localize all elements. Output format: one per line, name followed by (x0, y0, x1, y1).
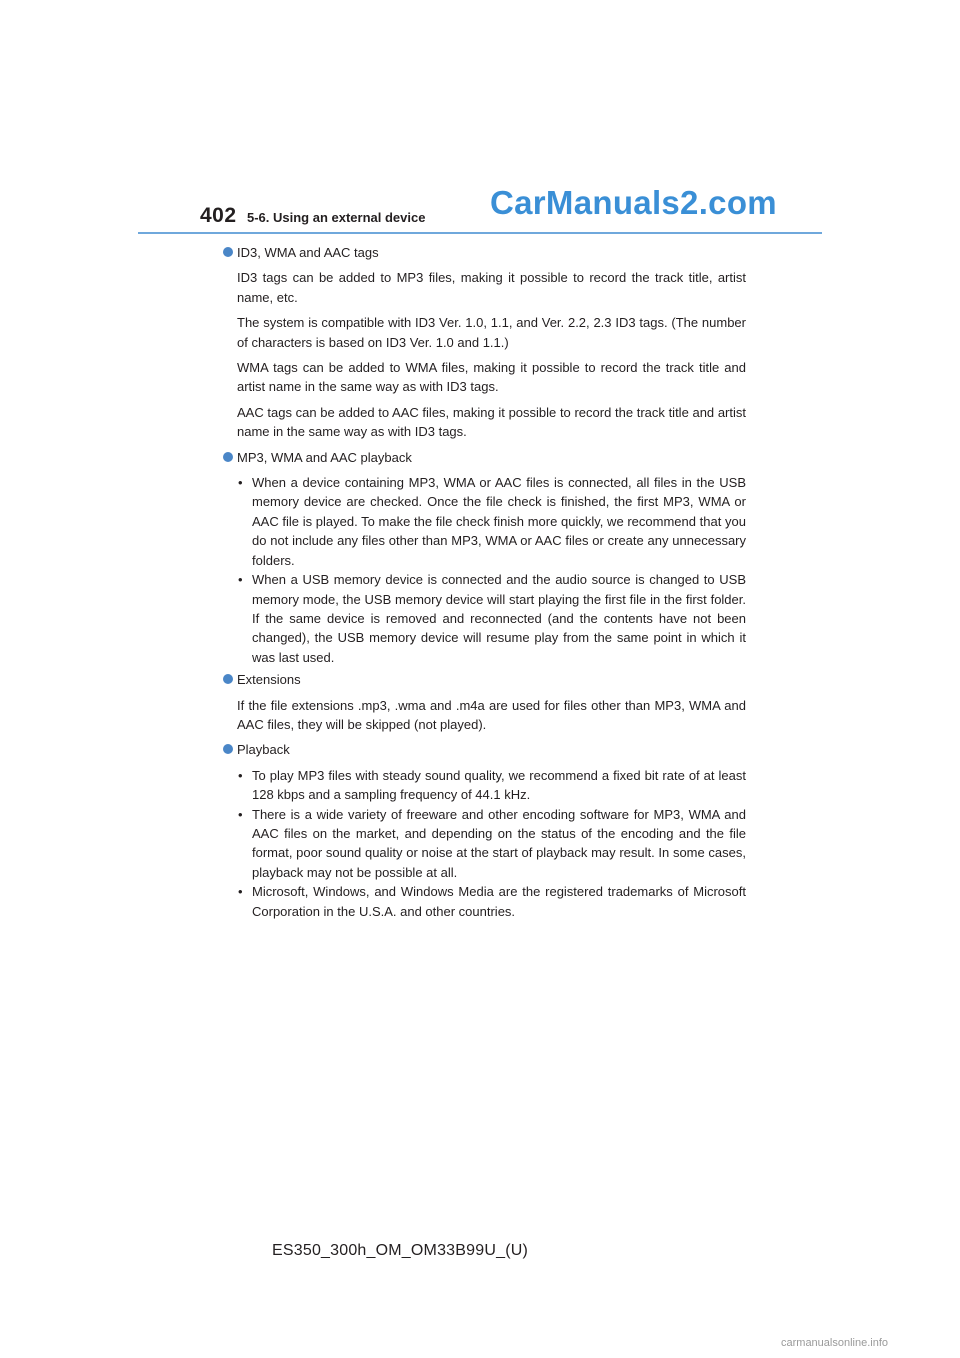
list-item (237, 882, 746, 921)
bullet-dot-icon (223, 674, 233, 684)
list-item-text: There is a wide variety of freeware and other encoding software for MP3, WMA and AAC files on the market, and depending on the status of the encoding and the file format, poor sound quality or noise at the start of playback may result. In some cases, playback may not be possible at all. (252, 806, 746, 880)
section-heading (222, 243, 746, 262)
paragraph: The system is compatible with ID3 Ver. 1.0, 1.1, and Ver. 2.2, 2.3 ID3 tags. (The number of characters is based on ID3 Ver. 1.0 and 1.1.) (237, 315, 746, 350)
list-item-text: To play MP3 files with steady sound quality, we recommend a fixed bit rate of at least 128 kbps and a sampling frequency of 44.1 kHz. (252, 767, 746, 803)
paragraph: ID3 tags can be added to MP3 files, making it possible to record the track title, artist name, etc. (237, 270, 746, 305)
heading-text: Playback (237, 742, 290, 758)
bullet-mark: • (238, 475, 243, 491)
footer-document-code: ES350_300h_OM_OM33B99U_(U) (272, 1242, 529, 1259)
list-item-text: Microsoft, Windows, and Windows Media are the registered trademarks of Microsoft Corporation in the U.S.A. and other countries. (252, 884, 746, 919)
section-extensions (222, 670, 746, 734)
watermark-logo[interactable]: CarManuals2.com (490, 184, 777, 221)
bullet-mark: • (238, 767, 243, 783)
list-item-text: When a USB memory device is connected and the audio source is changed to USB memory mode, the USB memory device will start playing the first file in the first folder. If the same device is removed and reconnected (and the contents have not been changed), the USB memory device will resume play from the same point in which it was last used. (252, 572, 746, 665)
bullet-mark: • (238, 572, 243, 588)
heading-text: Extensions (237, 672, 301, 688)
list-item (237, 766, 746, 805)
section-playback (222, 740, 746, 921)
section-title: 5-6. Using an external device (247, 210, 426, 225)
bullet-list (237, 766, 746, 921)
bullet-mark: • (238, 806, 243, 822)
list-item (237, 473, 746, 570)
heading-text: MP3, WMA and AAC playback (237, 449, 412, 465)
page-number: 402 (200, 204, 237, 227)
paragraph: AAC tags can be added to AAC files, making it possible to record the track title and artist name in the same way as with ID3 tags. (237, 404, 746, 440)
section-heading (222, 448, 746, 467)
section-playback-files (222, 448, 746, 667)
section-heading (222, 670, 746, 689)
paragraph: WMA tags can be added to WMA files, making it possible to record the track title and artist name in the same way as with ID3 tags. (237, 360, 746, 395)
list-item-text: When a device containing MP3, WMA or AAC files is connected, all files in the USB memory device are checked. Once the file check is finished, the first MP3, WMA or AAC file is played. To make the file check finish more quickly, we recommend that you do not include any files other than MP3, WMA or AAC files or create any unnecessary folders. (252, 475, 746, 568)
page-content (222, 243, 746, 924)
header-rule (138, 232, 822, 234)
heading-text: ID3, WMA and AAC tags (237, 245, 379, 260)
section-heading (222, 740, 746, 759)
list-item (237, 805, 746, 883)
bullet-list (237, 473, 746, 667)
bullet-dot-icon (223, 744, 233, 754)
bullet-dot-icon (223, 247, 233, 257)
section-id3-tags (222, 243, 746, 442)
paragraph: If the file extensions .mp3, .wma and .m4a are used for files other than MP3, WMA and AAC files, they will be skipped (not played). (237, 697, 746, 732)
bullet-mark: • (238, 884, 243, 900)
footer-site-watermark[interactable]: carmanualsonline.info (781, 1337, 889, 1349)
list-item (237, 570, 746, 667)
bullet-dot-icon (223, 452, 233, 462)
